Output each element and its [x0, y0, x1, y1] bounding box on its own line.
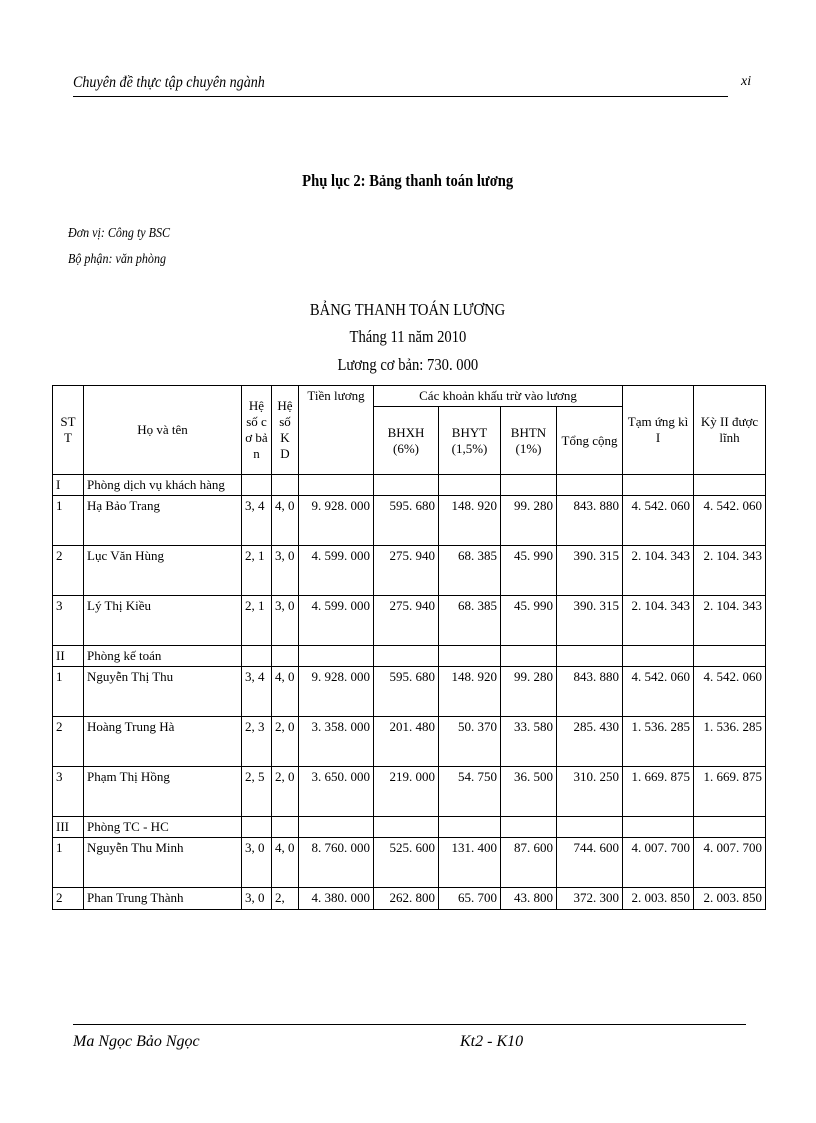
cell-name: Nguyễn Thu Minh: [84, 838, 242, 888]
empty-cell: [501, 817, 557, 838]
cell-period2: 4. 542. 060: [694, 496, 766, 546]
empty-cell: [623, 475, 694, 496]
cell-hs-cb: 2, 1: [242, 596, 272, 646]
cell-name: Lý Thị Kiều: [84, 596, 242, 646]
cell-salary: 3. 650. 000: [299, 767, 374, 817]
empty-cell: [439, 475, 501, 496]
cell-total: 310. 250: [557, 767, 623, 817]
cell-bhtn: 99. 280: [501, 496, 557, 546]
cell-bhxh: 275. 940: [374, 596, 439, 646]
section-row: [53, 475, 766, 496]
cell-period2: 4. 542. 060: [694, 667, 766, 717]
table-title: BẢNG THANH TOÁN LƯƠNG: [310, 300, 506, 319]
section-index: II: [53, 646, 84, 667]
cell-hs-kd: 2,: [272, 888, 299, 910]
empty-cell: [242, 646, 272, 667]
table-body: [53, 475, 766, 910]
cell-total: 372. 300: [557, 888, 623, 910]
section-title: Phòng TC - HC: [84, 817, 242, 838]
appendix-title: Phụ lục 2: Bảng thanh toán lương: [302, 171, 514, 190]
cell-total: 390. 315: [557, 596, 623, 646]
cell-hs-cb: 3, 4: [242, 667, 272, 717]
empty-cell: [439, 817, 501, 838]
cell-bhyt: 65. 700: [439, 888, 501, 910]
cell-stt: 2: [53, 888, 84, 910]
cell-bhxh: 595. 680: [374, 496, 439, 546]
cell-stt: 3: [53, 767, 84, 817]
cell-hs-cb: 3, 0: [242, 838, 272, 888]
cell-advance: 2. 104. 343: [623, 546, 694, 596]
cell-hs-kd: 3, 0: [272, 596, 299, 646]
col-total: Tổng cộng: [557, 407, 623, 475]
cell-hs-cb: 3, 0: [242, 888, 272, 910]
cell-bhtn: 36. 500: [501, 767, 557, 817]
cell-salary: 3. 358. 000: [299, 717, 374, 767]
cell-total: 285. 430: [557, 717, 623, 767]
empty-cell: [557, 817, 623, 838]
section-row: [53, 817, 766, 838]
table-month: Tháng 11 năm 2010: [349, 327, 467, 346]
cell-hs-cb: 3, 4: [242, 496, 272, 546]
payroll-table: [52, 385, 766, 910]
table-row: [53, 717, 766, 767]
cell-stt: 2: [53, 546, 84, 596]
cell-advance: 4. 542. 060: [623, 667, 694, 717]
col-bhyt: BHYT (1,5%): [439, 407, 501, 475]
cell-advance: 2. 003. 850: [623, 888, 694, 910]
empty-cell: [299, 646, 374, 667]
empty-cell: [374, 646, 439, 667]
table-row: [53, 838, 766, 888]
cell-name: Nguyễn Thị Thu: [84, 667, 242, 717]
cell-bhyt: 50. 370: [439, 717, 501, 767]
section-index: III: [53, 817, 84, 838]
empty-cell: [272, 646, 299, 667]
cell-salary: 4. 599. 000: [299, 596, 374, 646]
table-row: [53, 596, 766, 646]
cell-total: 843. 880: [557, 496, 623, 546]
cell-total: 843. 880: [557, 667, 623, 717]
table-row: [53, 667, 766, 717]
cell-period2: 4. 007. 700: [694, 838, 766, 888]
col-bhtn: BHTN (1%): [501, 407, 557, 475]
col-stt: ST T: [53, 386, 84, 475]
empty-cell: [299, 475, 374, 496]
cell-bhyt: 54. 750: [439, 767, 501, 817]
cell-hs-cb: 2, 1: [242, 546, 272, 596]
cell-hs-cb: 2, 5: [242, 767, 272, 817]
col-advance: Tạm ứng kì I: [623, 386, 694, 475]
empty-cell: [374, 817, 439, 838]
cell-salary: 9. 928. 000: [299, 667, 374, 717]
cell-total: 390. 315: [557, 546, 623, 596]
table-row: [53, 888, 766, 910]
col-hs-kd: Hệ số K D: [272, 386, 299, 475]
col-salary: Tiền lương: [299, 386, 374, 475]
cell-bhxh: 595. 680: [374, 667, 439, 717]
cell-bhtn: 45. 990: [501, 546, 557, 596]
cell-hs-kd: 4, 0: [272, 667, 299, 717]
cell-name: Hoàng Trung Hà: [84, 717, 242, 767]
col-deductions: Các khoản khấu trừ vào lương: [374, 386, 623, 407]
cell-period2: 1. 669. 875: [694, 767, 766, 817]
cell-period2: 1. 536. 285: [694, 717, 766, 767]
cell-bhtn: 43. 800: [501, 888, 557, 910]
cell-bhtn: 45. 990: [501, 596, 557, 646]
cell-stt: 2: [53, 717, 84, 767]
cell-bhxh: 219. 000: [374, 767, 439, 817]
cell-salary: 9. 928. 000: [299, 496, 374, 546]
cell-bhxh: 201. 480: [374, 717, 439, 767]
empty-cell: [272, 475, 299, 496]
cell-bhxh: 275. 940: [374, 546, 439, 596]
empty-cell: [557, 646, 623, 667]
col-hs-cb: Hệ số cơ bản: [242, 386, 272, 475]
empty-cell: [439, 646, 501, 667]
cell-bhyt: 68. 385: [439, 596, 501, 646]
cell-period2: 2. 104. 343: [694, 546, 766, 596]
cell-salary: 4. 599. 000: [299, 546, 374, 596]
cell-bhxh: 262. 800: [374, 888, 439, 910]
cell-advance: 4. 542. 060: [623, 496, 694, 546]
cell-bhtn: 87. 600: [501, 838, 557, 888]
empty-cell: [242, 817, 272, 838]
cell-stt: 1: [53, 838, 84, 888]
table-base-salary: Lương cơ bản: 730. 000: [337, 355, 479, 374]
empty-cell: [242, 475, 272, 496]
cell-name: Lục Văn Hùng: [84, 546, 242, 596]
section-index: I: [53, 475, 84, 496]
cell-hs-kd: 2, 0: [272, 767, 299, 817]
cell-advance: 1. 669. 875: [623, 767, 694, 817]
empty-cell: [623, 646, 694, 667]
cell-stt: 1: [53, 496, 84, 546]
col-name: Họ và tên: [84, 386, 242, 475]
empty-cell: [557, 475, 623, 496]
cell-total: 744. 600: [557, 838, 623, 888]
page-number: xi: [741, 74, 752, 89]
empty-cell: [374, 475, 439, 496]
cell-name: Phan Trung Thành: [84, 888, 242, 910]
cell-advance: 2. 104. 343: [623, 596, 694, 646]
unit-department: Bộ phận: văn phòng: [68, 252, 166, 267]
table-row: [53, 767, 766, 817]
cell-stt: 3: [53, 596, 84, 646]
unit-company: Đơn vị: Công ty BSC: [68, 226, 171, 241]
cell-hs-kd: 4, 0: [272, 496, 299, 546]
cell-bhxh: 525. 600: [374, 838, 439, 888]
empty-cell: [694, 817, 766, 838]
empty-cell: [694, 475, 766, 496]
cell-bhtn: 99. 280: [501, 667, 557, 717]
empty-cell: [299, 817, 374, 838]
table-row: [53, 496, 766, 546]
cell-hs-kd: 4, 0: [272, 838, 299, 888]
cell-period2: 2. 104. 343: [694, 596, 766, 646]
cell-advance: 4. 007. 700: [623, 838, 694, 888]
empty-cell: [694, 646, 766, 667]
cell-salary: 8. 760. 000: [299, 838, 374, 888]
cell-period2: 2. 003. 850: [694, 888, 766, 910]
cell-bhyt: 148. 920: [439, 667, 501, 717]
section-title: Phòng dịch vụ khách hàng: [84, 475, 242, 496]
empty-cell: [623, 817, 694, 838]
header-title: Chuyên đề thực tập chuyên ngành: [73, 74, 265, 91]
section-row: [53, 646, 766, 667]
empty-cell: [272, 817, 299, 838]
cell-stt: 1: [53, 667, 84, 717]
cell-salary: 4. 380. 000: [299, 888, 374, 910]
cell-advance: 1. 536. 285: [623, 717, 694, 767]
footer-divider: [73, 1024, 746, 1025]
col-period2: Kỳ II được lĩnh: [694, 386, 766, 475]
section-title: Phòng kế toán: [84, 646, 242, 667]
cell-bhyt: 68. 385: [439, 546, 501, 596]
cell-name: Hạ Bảo Trang: [84, 496, 242, 546]
cell-bhtn: 33. 580: [501, 717, 557, 767]
page-header: [73, 72, 728, 97]
footer-author: Ma Ngọc Bảo Ngọc: [73, 1033, 200, 1050]
cell-bhyt: 131. 400: [439, 838, 501, 888]
cell-hs-cb: 2, 3: [242, 717, 272, 767]
cell-name: Phạm Thị Hồng: [84, 767, 242, 817]
cell-hs-kd: 3, 0: [272, 546, 299, 596]
footer-class: Kt2 - K10: [460, 1033, 524, 1050]
empty-cell: [501, 646, 557, 667]
empty-cell: [501, 475, 557, 496]
col-bhxh: BHXH (6%): [374, 407, 439, 475]
cell-bhyt: 148. 920: [439, 496, 501, 546]
cell-hs-kd: 2, 0: [272, 717, 299, 767]
table-row: [53, 546, 766, 596]
